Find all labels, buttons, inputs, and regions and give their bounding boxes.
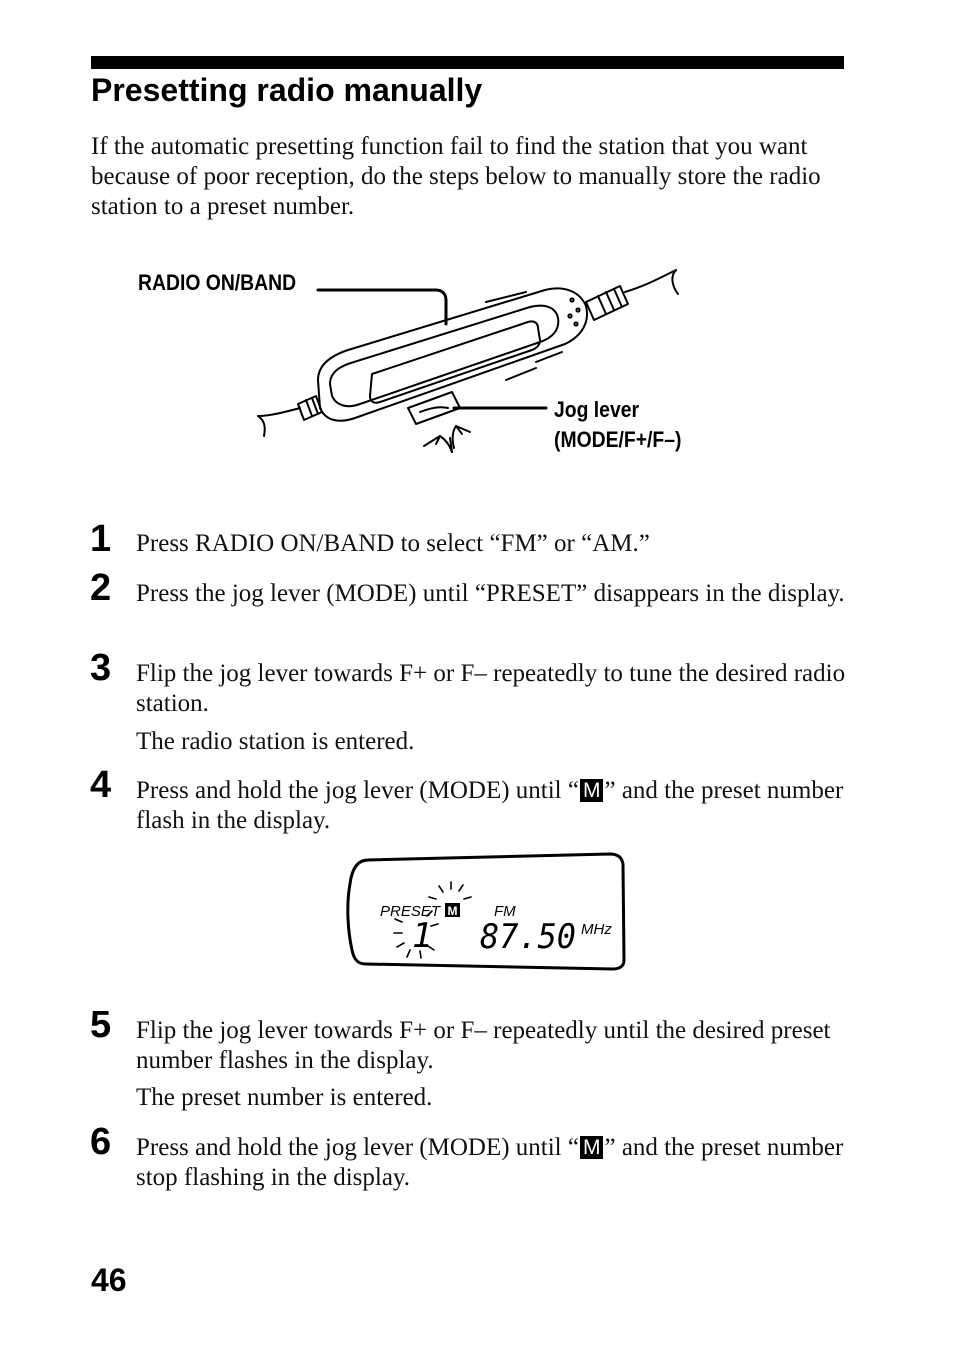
lcd-preset-label: PRESET [380,903,441,920]
jog-lever-callout [554,395,681,455]
step-3-number: 3 [90,647,112,689]
step-3-note: The radio station is entered. [136,728,415,755]
lcd-display-illustration [340,850,630,975]
intro-paragraph: If the automatic presetting function fail to find the station that you want because of poor reception, do the steps below to manually store the radio station to a preset number. [91,133,821,220]
step-4-number: 4 [90,764,112,806]
step-5-number: 5 [90,1004,112,1046]
page-title: Presetting radio manually [91,72,483,108]
step-4-text-before: Press and hold the jog lever (MODE) until “ [136,777,579,804]
memory-m-icon: M [580,779,604,802]
memory-m-icon: M [580,1136,604,1159]
step-6-text-after: ” and the preset number stop flashing in the display. [136,1134,844,1191]
step-4-text [136,776,851,836]
step-3-text: Flip the jog lever towards F+ or F– repeatedly to tune the desired radio station. [136,660,846,717]
step-6-number: 6 [90,1121,112,1163]
lcd-preset-number: 1 [412,916,433,956]
lcd-memory-icon: M [447,904,458,918]
jog-lever-callout-line2: (MODE/F+/F–) [554,427,682,452]
step-6-text-before: Press and hold the jog lever (MODE) until “ [136,1134,579,1161]
step-4-text-after: ” and the preset number flash in the display. [136,777,844,834]
radio-on-band-callout: RADIO ON/BAND [138,270,297,295]
jog-lever-callout-line1: Jog lever [554,397,640,422]
step-6-text [136,1133,851,1193]
lcd-unit: MHz [581,921,612,938]
step-1-number: 1 [90,518,112,560]
step-1-text: Press RADIO ON/BAND to select “FM” or “AM.” [136,530,650,557]
step-2-number: 2 [90,567,112,609]
m-flash-rays [429,882,471,899]
page-number: 46 [91,1262,127,1298]
lcd-band: FM [494,903,516,920]
step-5-text: Flip the jog lever towards F+ or F– repeatedly until the desired preset number flashes in the display. [136,1017,831,1074]
lcd-frequency: 87.50 [480,917,576,957]
remote-control-illustration [0,0,954,500]
step-5-note: The preset number is entered. [136,1084,433,1111]
step-2-text: Press the jog lever (MODE) until “PRESET” disappears in the display. [136,580,845,607]
